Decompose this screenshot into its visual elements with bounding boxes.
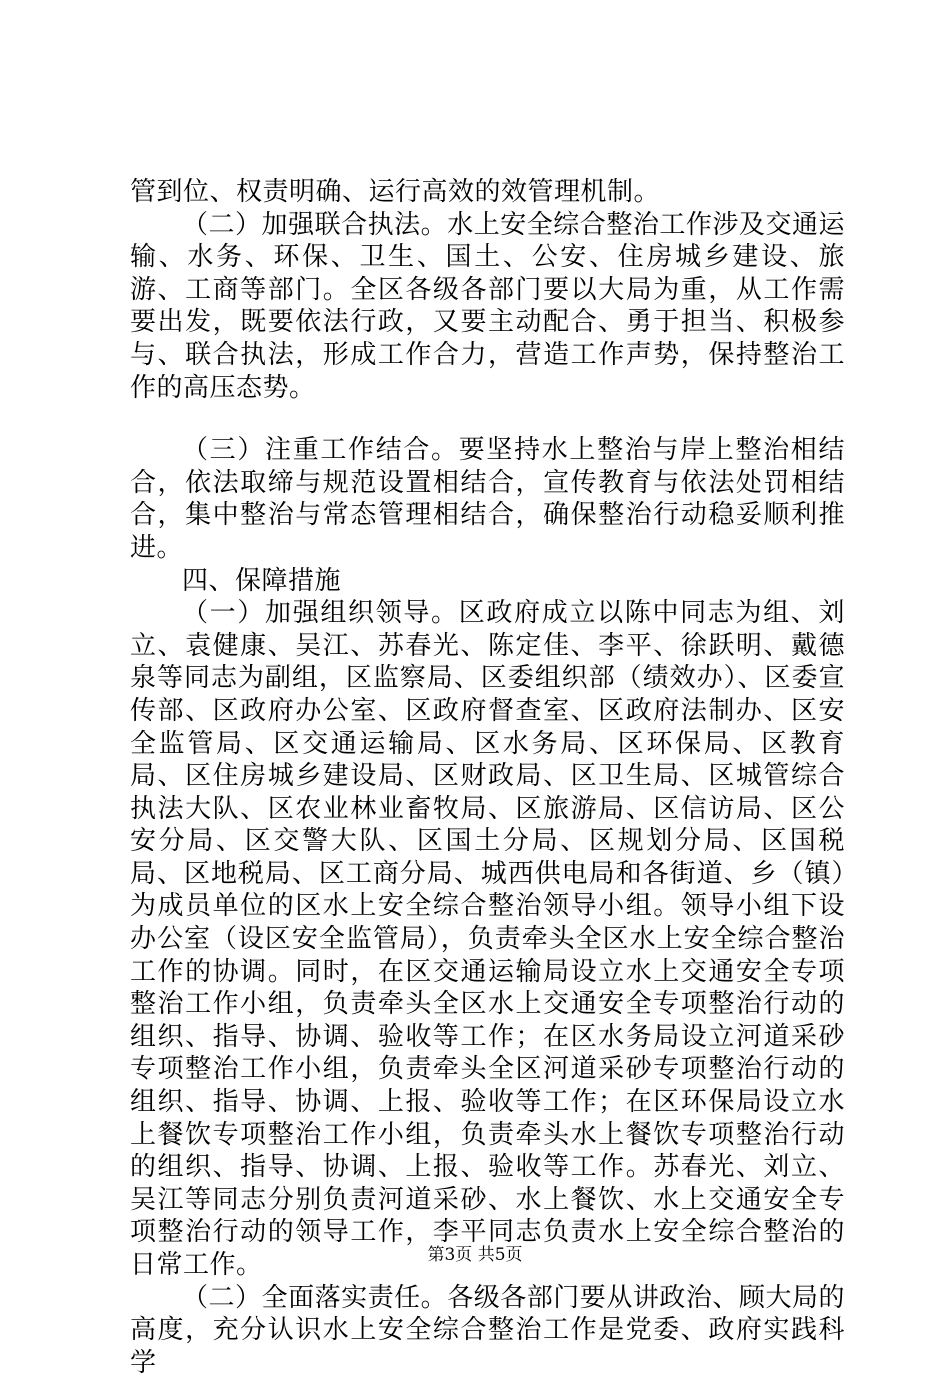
paragraph-responsibility: （二）全面落实责任。各级各部门要从讲政治、顾大局的高度，充分认识水上安全综合整治工作是党委、政府实践科学 (130, 1282, 845, 1378)
paragraph-work-combination: （三）注重工作结合。要坚持水上整治与岸上整治相结合，依法取缔与规范设置相结合，宣传教育与依法处罚相结合，集中整治与常态管理相结合，确保整治行动稳妥顺利推进。 (130, 435, 845, 563)
paragraph-organization-leadership: （一）加强组织领导。区政府成立以陈中同志为组、刘立、袁健康、吴江、苏春光、陈定佳、李平、徐跃明、戴德泉等同志为副组，区监察局、区委组织部（绩效办）、区委宣传部、区政府办公室、区政府督查室、区政府法制办、区安全监管局、区交通运输局、区水务局、区环保局、区教育局、区住房城乡建设局、区财政局、区卫生局、区城管综合执法大队、区农业林业畜牧局、区旅游局、区信访局、区公安分局、区交警大队、区国土分局、区规划分局、区国税局、区地税局、区工商分局、城西供电局和各街道、乡（镇）为成员单位的区水上安全综合整治领导小组。领导小组下设办公室（设区安全监管局），负责牵头全区水上安全综合整治工作的协调。同时，在区交通运输局设立水上交通安全专项整治工作小组，负责牵头全区水上交通安全专项整治行动的组织、指导、协调、验收等工作；在区水务局设立河道采砂专项整治工作小组，负责牵头全区河道采砂专项整治行动的组织、指导、协调、上报、验收等工作；在区环保局设立水上餐饮专项整治工作小组，负责牵头水上餐饮专项整治行动的组织、指导、协调、上报、验收等工作。苏春光、刘立、吴江等同志分别负责河道采砂、水上餐饮、水上交通安全专项整治行动的领导工作，李平同志负责水上安全综合整治的日常工作。 (130, 598, 845, 1280)
section-heading-safeguards: 四、保障措施 (182, 565, 342, 596)
paragraph-continuation: 管到位、权责明确、运行高效的效管理机制。 (130, 177, 661, 207)
document-body (130, 176, 845, 1379)
paragraph-joint-enforcement: （二）加强联合执法。水上安全综合整治工作涉及交通运输、水务、环保、卫生、国土、公安、住房城乡建设、旅游、工商等部门。全区各级各部门要以大局为重，从工作需要出发，既要依法行政，又要主动配合、勇于担当、积极参与、联合执法，形成工作合力，营造工作声势，保持整治工作的高压态势。 (130, 209, 845, 403)
page-number-footer: 第3页 共5页 (427, 1245, 523, 1265)
